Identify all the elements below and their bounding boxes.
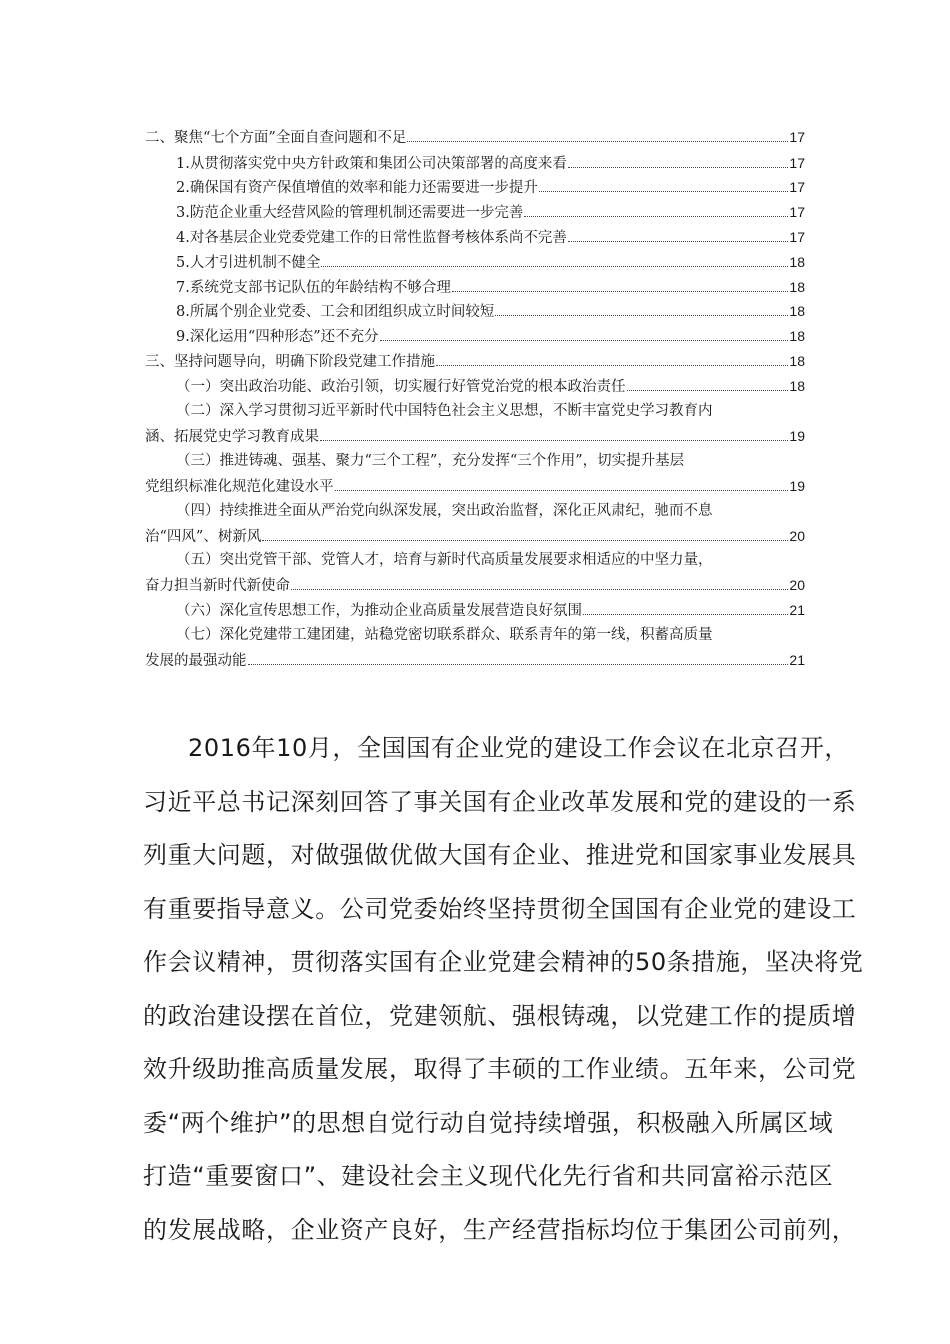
toc-leader-dots <box>321 252 788 267</box>
paragraph-line: 2016年10月，全国国有企业党的建设工作会议在北京召开， <box>188 734 850 762</box>
toc-line <box>176 376 805 397</box>
toc-entry-title: 5.人才引进机制不健全 <box>176 255 321 271</box>
toc-line <box>176 301 805 322</box>
toc-page-number: 17 <box>789 229 805 245</box>
toc-line <box>145 476 805 497</box>
toc-line <box>176 277 805 298</box>
toc-line <box>176 227 805 248</box>
toc-entry[interactable] <box>0 177 950 203</box>
toc-entry[interactable] <box>0 277 950 303</box>
paragraph-line: 效升级助推高质量发展，取得了丰硕的工作业绩。五年来，公司党 <box>143 1055 857 1083</box>
toc-leader-dots <box>320 426 788 441</box>
toc-leader-dots <box>291 575 788 590</box>
paragraph-line: 列重大问题，对做强做优做大国有企业、推进党和国家事业发展具 <box>143 841 857 869</box>
toc-entry-title-first-line: （四）持续推进全面从严治党向纵深发展，突出政治监督，深化正风肃纪，驰而不息 <box>176 503 713 519</box>
toc-leader-dots <box>262 526 788 541</box>
toc-entry-title: 三、坚持问题导向，明确下阶段党建工作措施 <box>145 354 435 370</box>
toc-entry-title: 9.深化运用“四种形态”还不充分 <box>176 329 379 345</box>
toc-leader-dots <box>436 351 788 366</box>
toc-line <box>176 153 805 174</box>
toc-entry[interactable] <box>0 625 950 675</box>
toc-page-number: 20 <box>789 577 805 593</box>
paragraph-line: 的发展战略，企业资产良好，生产经营指标均位于集团公司前列， <box>143 1215 857 1244</box>
toc-page-number: 18 <box>789 254 805 270</box>
toc-line <box>145 526 805 547</box>
paragraph-line: 的政治建设摆在首位，党建领航、强根铸魂，以党建工作的提质增 <box>143 1001 857 1030</box>
toc-entry-title: （一）突出政治功能、政治引领，切实履行好管党治党的根本政治责任 <box>176 379 626 395</box>
toc-entry[interactable] <box>0 127 950 153</box>
toc-entry[interactable] <box>0 227 950 253</box>
toc-page-number: 17 <box>789 155 805 171</box>
toc-page-number: 19 <box>789 428 805 444</box>
toc-leader-dots <box>248 650 789 665</box>
toc-entry-title: 二、聚焦“七个方面”全面自查问题和不足 <box>145 130 407 146</box>
toc-page-number: 18 <box>789 328 805 344</box>
toc-page-number: 17 <box>789 129 805 145</box>
toc-line <box>145 426 805 447</box>
toc-page-number: 21 <box>789 602 805 618</box>
toc-page-number: 20 <box>789 528 805 544</box>
toc-entry-title-first-line: （五）突出党管干部、党管人才，培育与新时代高质量发展要求相适应的中坚力量， <box>176 552 713 568</box>
toc-entry-title: 党组织标准化规范化建设水平 <box>145 479 334 495</box>
toc-entry-title: 治“四风”、树新风 <box>145 529 262 545</box>
toc-page-number: 17 <box>789 179 805 195</box>
toc-leader-dots <box>380 326 789 341</box>
toc-page-number: 18 <box>789 378 805 394</box>
toc-entry-title: 8.所属个别企业党委、工会和团组织成立时间较短 <box>176 304 495 320</box>
toc-leader-dots <box>524 202 788 217</box>
toc-page-number: 18 <box>789 279 805 295</box>
toc-page-number: 18 <box>789 303 805 319</box>
toc-line <box>176 600 805 621</box>
toc-entry[interactable] <box>0 600 950 626</box>
toc-entry[interactable] <box>0 301 950 327</box>
toc-entry[interactable] <box>0 153 950 179</box>
toc-line-first <box>176 451 805 471</box>
toc-leader-dots <box>583 600 788 615</box>
toc-entry-title-first-line: （七）深化党建带工建团建，站稳党密切联系群众、联系青年的第一线，积蓄高质量 <box>176 627 713 643</box>
toc-entry-title: 奋力担当新时代新使命 <box>145 578 290 594</box>
toc-page-number: 21 <box>789 652 805 668</box>
toc-leader-dots <box>627 376 789 391</box>
toc-entry-title: 涵、拓展党史学习教育成果 <box>145 429 319 445</box>
toc-entry-title: 7.系统党支部书记队伍的年龄结构不够合理 <box>176 280 451 296</box>
toc-leader-dots <box>335 476 789 491</box>
toc-entry[interactable] <box>0 376 950 402</box>
toc-entry[interactable] <box>0 202 950 228</box>
toc-line <box>176 177 805 198</box>
toc-line-first <box>176 501 805 521</box>
paragraph-line: 习近平总书记深刻回答了事关国有企业改革发展和党的建设的一系 <box>143 787 857 816</box>
toc-entry[interactable] <box>0 451 950 501</box>
toc-entry-title-first-line: （三）推进铸魂、强基、聚力“三个工程”，充分发挥“三个作用”，切实提升基层 <box>176 453 685 469</box>
toc-line <box>145 351 805 372</box>
toc-entry[interactable] <box>0 501 950 551</box>
toc-entry-title-first-line: （二）深入学习贯彻习近平新时代中国特色社会主义思想，不断丰富党史学习教育内 <box>176 403 713 419</box>
toc-line-first <box>176 550 805 570</box>
toc-page-number: 17 <box>789 204 805 220</box>
paragraph-line: 有重要指导意义。公司党委始终坚持贯彻全国国有企业党的建设工 <box>143 894 857 923</box>
toc-line <box>145 650 805 671</box>
toc-leader-dots <box>568 227 789 242</box>
paragraph-line: 作会议精神，贯彻落实国有企业党建会精神的50条措施，坚决将党 <box>143 948 864 976</box>
toc-page-number: 18 <box>789 353 805 369</box>
toc-leader-dots <box>452 277 789 292</box>
toc-line <box>176 252 805 273</box>
toc-entry-title: 3.防范企业重大经营风险的管理机制还需要进一步完善 <box>176 205 524 221</box>
toc-entry-title: 4.对各基层企业党委党建工作的日常性监督考核体系尚不完善 <box>176 230 567 246</box>
toc-entry[interactable] <box>0 550 950 600</box>
toc-line <box>176 202 805 223</box>
toc-entry[interactable] <box>0 401 950 451</box>
toc-leader-dots <box>495 301 788 316</box>
toc-line <box>145 127 805 148</box>
toc-entry[interactable] <box>0 326 950 352</box>
toc-entry[interactable] <box>0 351 950 377</box>
toc-entry-title: 发展的最强动能 <box>145 653 247 669</box>
toc-entry-title: 2.确保国有资产保值增值的效率和能力还需要进一步提升 <box>176 180 538 196</box>
toc-leader-dots <box>407 127 788 142</box>
toc-leader-dots <box>568 153 789 168</box>
body-paragraph <box>143 722 864 1257</box>
toc-entry-title: 1.从贯彻落实党中央方针政策和集团公司决策部署的高度来看 <box>176 156 567 172</box>
toc-line-first <box>176 401 805 421</box>
toc-line <box>176 326 805 347</box>
toc-entry[interactable] <box>0 252 950 278</box>
toc-line <box>145 575 805 596</box>
toc-page-number: 19 <box>789 478 805 494</box>
paragraph-line: 委“两个维护”的思想自觉行动自觉持续增强，积极融入所属区域 <box>143 1108 834 1137</box>
toc-entry-title: （六）深化宣传思想工作，为推动企业高质量发展营造良好氛围 <box>176 603 582 619</box>
paragraph-line: 打造“重要窗口”、建设社会主义现代化先行省和共同富裕示范区 <box>143 1162 834 1190</box>
toc-leader-dots <box>539 177 789 192</box>
toc-line-first <box>176 625 805 645</box>
